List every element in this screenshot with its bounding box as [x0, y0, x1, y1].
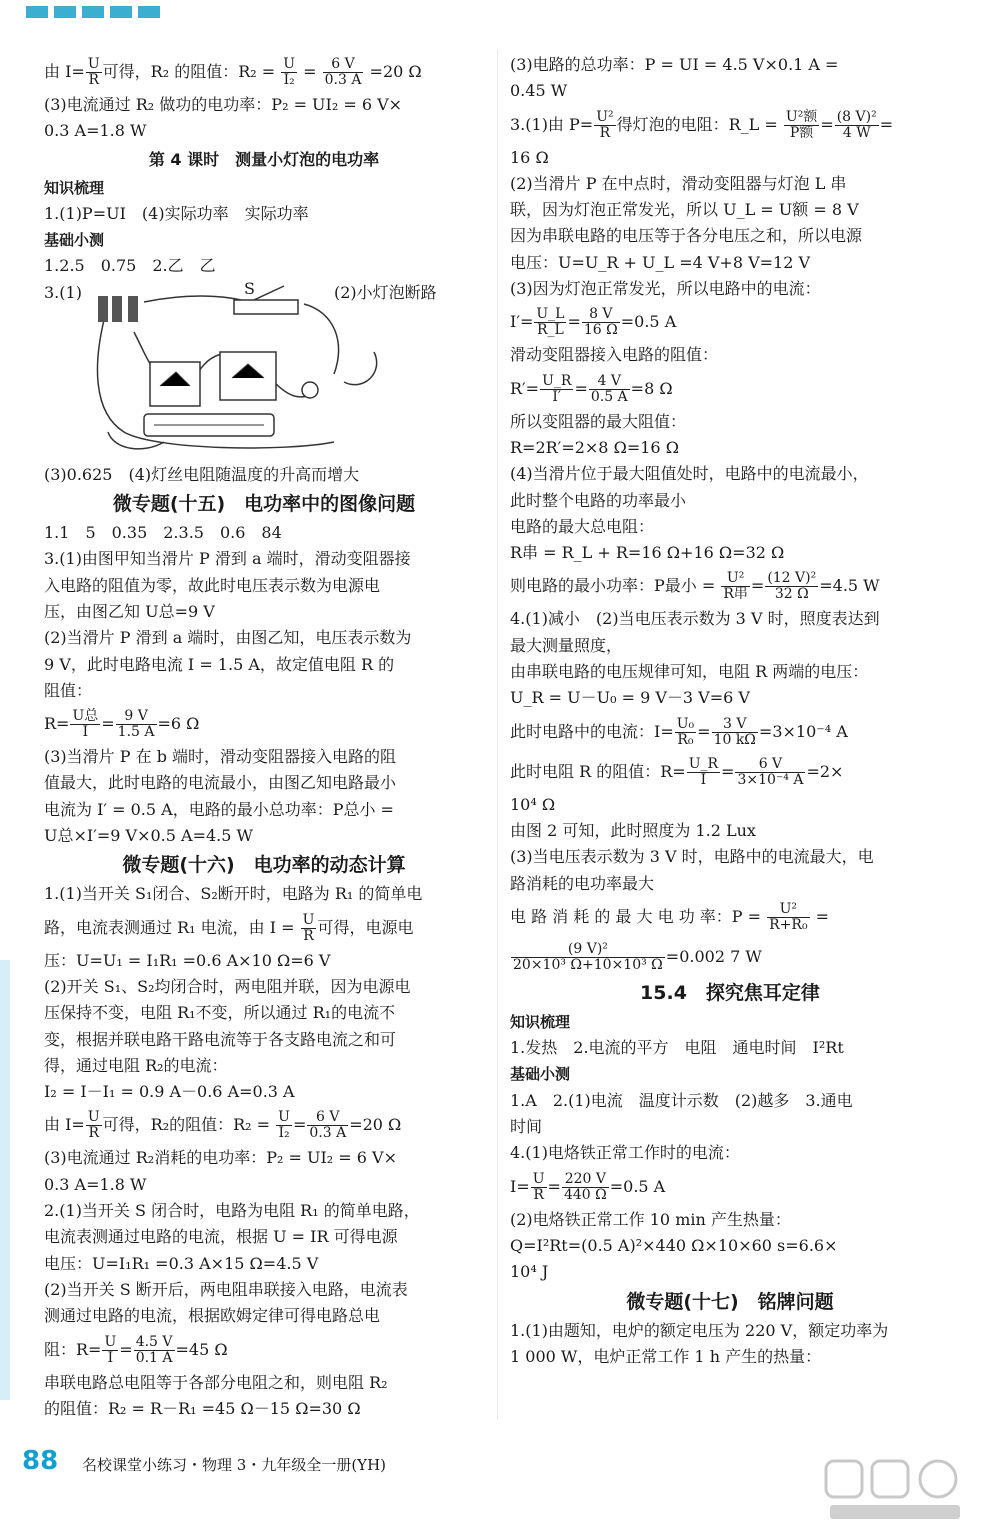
- formula-text: I′=: [510, 312, 534, 332]
- fraction: [531, 1172, 547, 1203]
- numerator: 9 V: [116, 709, 157, 725]
- section-heading: 微专题(十五) 电功率中的图像问题: [112, 493, 416, 516]
- text-line: 由图 2 可知，此时照度为 1.2 Lux: [510, 820, 756, 840]
- text-line: 10⁴ J: [510, 1262, 549, 1282]
- denominator: 10 kΩ: [713, 731, 756, 748]
- text-line: 0.45 W: [510, 81, 568, 101]
- formula-text: 电 路 消 耗 的 最 大 电 功 率：P =: [510, 906, 767, 926]
- side-tab: [0, 960, 10, 1400]
- numerator: U: [87, 1109, 100, 1126]
- fraction: [323, 57, 364, 88]
- formula-text: =4.5 W: [819, 576, 880, 596]
- formula-text: 3.(1)由 P=: [510, 114, 594, 134]
- text-line: 4.(1)减小 (2)当电压表示数为 3 V 时，照度表达到: [510, 609, 880, 629]
- text-line: (3)0.625 (4)灯丝电阻随温度的升高而增大: [44, 464, 360, 484]
- numerator: 220 V: [562, 1172, 609, 1188]
- denominator: R: [88, 1125, 99, 1142]
- numerator: U: [104, 1333, 117, 1350]
- denominator: 32 Ω: [774, 586, 809, 603]
- text-line: 3.(1)由图甲知当滑片 P 滑到 a 端时，滑动变阻器接: [44, 549, 411, 569]
- fraction: [301, 913, 317, 944]
- fraction: [589, 374, 630, 405]
- fraction: [70, 709, 100, 740]
- denominator: R₀: [677, 731, 694, 748]
- text-line: 最大测量照度，: [510, 635, 623, 655]
- fraction: [134, 1335, 175, 1366]
- formula-text: 路，电流表测通过 R₁ 电流，由 I =: [44, 917, 300, 937]
- text-line: (3)电流通过 R₂ 做功的电功率：P₂ = UI₂ = 6 V×: [44, 95, 403, 114]
- numerator: 6 V: [735, 757, 805, 773]
- formula-line: [44, 52, 484, 92]
- formula-text: =8 Ω: [630, 378, 673, 398]
- formula-text: =: [101, 714, 115, 734]
- text-line: (3)因为灯泡正常发光，所以电路中的电流：: [510, 279, 821, 299]
- text-line: 1.1 5 0.35 2.3.5 0.6 84: [44, 523, 282, 543]
- text-line: (3)当滑片 P 在 b 端时，滑动变阻器接入电路的阻: [44, 747, 397, 767]
- text-line: 路消耗的电功率最大: [510, 873, 655, 893]
- text-line: 1.(1)当开关 S₁闭合、S₂断开时，电路为 R₁ 的简单电: [44, 884, 423, 904]
- formula-text: =6 Ω: [157, 714, 200, 734]
- text-line: 所以变阻器的最大阻值：: [510, 411, 687, 431]
- numerator: U: [87, 56, 100, 72]
- circuit-diagram: [44, 278, 444, 462]
- numerator: 6 V: [323, 57, 364, 73]
- numerator: 4 V: [589, 374, 630, 390]
- book-title: 名校课堂小练习・物理 3・九年级全一册(YH): [82, 1456, 387, 1474]
- text-line: (3)电流通过 R₂消耗的电功率：P₂ = UI₂ = 6 V×: [44, 1148, 397, 1168]
- numerator: (9 V)²: [511, 942, 665, 958]
- formula-text: 阻：R=: [44, 1339, 102, 1359]
- denominator: P额: [789, 124, 814, 141]
- numerator: 3 V: [712, 717, 758, 733]
- text-line: U_R = U－U₀ = 9 V－3 V=6 V: [510, 688, 750, 708]
- formula-text: =: [298, 62, 322, 81]
- text-line: (2)当滑片 P 滑到 a 端时，由图乙知，电压表示数为: [44, 628, 412, 648]
- formula-text: =: [810, 906, 830, 926]
- numerator: U_R: [542, 372, 572, 389]
- formula-line: [510, 105, 950, 145]
- denominator: 4 W: [842, 124, 871, 141]
- numerator: U²: [721, 571, 750, 587]
- text-line: 阻值：: [44, 680, 93, 700]
- denominator: I: [700, 771, 707, 788]
- formula-text: 此时电阻 R 的阻值：R=: [510, 761, 686, 781]
- numerator: U_R: [688, 755, 719, 772]
- formula-line: [44, 1105, 484, 1145]
- numerator: 8 V: [582, 307, 620, 323]
- fraction: [767, 902, 809, 933]
- text-line: 1.发热 2.电流的平方 电阻 通电时间 I²Rt: [510, 1038, 844, 1058]
- fraction: [540, 374, 573, 405]
- numerator: 4.5 V: [135, 1333, 173, 1350]
- page-number: 88: [22, 1446, 59, 1476]
- fraction: [102, 1335, 118, 1366]
- fraction: [307, 1110, 348, 1141]
- text-line: R串 = R_L + R=16 Ω+16 Ω=32 Ω: [510, 543, 785, 563]
- formula-line: [510, 302, 950, 342]
- section-heading: 15.4 探究焦耳定律: [640, 981, 820, 1004]
- text-line: 得，通过电阻 R₂的电流：: [44, 1055, 228, 1075]
- denominator: 0.3 A: [309, 1125, 347, 1142]
- formula-line: [510, 712, 950, 752]
- denominator: 16 Ω: [583, 322, 618, 339]
- formula-text: 可得，电源电: [317, 917, 414, 937]
- text-line: 电流为 I′ = 0.5 A，电路的最小总功率：P总小 =: [44, 799, 394, 819]
- text-line: 1 000 W，电炉正常工作 1 h 产生的热量：: [510, 1346, 822, 1366]
- formula-text: =3×10⁻⁴ A: [758, 721, 848, 741]
- fraction: [276, 1110, 292, 1141]
- text-line: 0.3 A=1.8 W: [44, 121, 147, 141]
- denominator: R_L: [536, 322, 564, 339]
- fraction: [687, 757, 720, 788]
- denominator: R+R₀: [769, 916, 808, 933]
- formula-text: 则电路的最小功率：P最小 =: [510, 576, 721, 596]
- text-line: (2)电烙铁正常工作 10 min 产生热量：: [510, 1209, 791, 1229]
- text-line: 因为串联电路的电压等于各分电压之和，所以电源: [510, 226, 863, 246]
- fraction: [116, 709, 157, 740]
- subsection-label: 基础小测: [44, 231, 105, 250]
- formula-text: =: [721, 761, 735, 781]
- text-line: 滑动变阻器接入电路的阻值：: [510, 345, 719, 365]
- section-heading: 微专题(十六) 电功率的动态计算: [122, 854, 406, 877]
- text-line: 变，根据并联电路干路电流等于各支路电流之和可: [44, 1029, 397, 1049]
- formula-text: R′=: [510, 378, 540, 398]
- text-line: 电压：U=I₁R₁ =0.3 A×15 Ω=4.5 V: [44, 1253, 319, 1273]
- switch-label: S: [244, 278, 255, 298]
- fraction: [784, 110, 819, 141]
- numerator: (8 V)²: [836, 108, 877, 125]
- formula-text: 此时电路中的电流：I=: [510, 721, 674, 741]
- text-line: (3)电路的总功率：P = UI = 4.5 V×0.1 A =: [510, 55, 839, 74]
- fraction: [712, 717, 758, 748]
- text-line: 联，因为灯泡正常发光，所以 U_L = U额 = 8 V: [510, 200, 859, 220]
- formula-text: =: [820, 114, 834, 134]
- text-line: (2)开关 S₁、S₂均闭合时，两电阻并联，因为电源电: [44, 976, 411, 996]
- formula-text: I=: [510, 1176, 530, 1196]
- section-heading: 第 4 课时 测量小灯泡的电功率: [148, 149, 380, 169]
- fraction: [765, 571, 818, 602]
- right-column: [510, 52, 950, 1370]
- subsection-label: 知识梳理: [44, 178, 105, 197]
- text-line: 1.2.5 0.75 2.乙 乙: [44, 256, 216, 276]
- text-line: 的阻值：R₂ = R－R₁ =45 Ω－15 Ω=30 Ω: [44, 1398, 361, 1418]
- formula-line: [44, 704, 484, 744]
- numerator: U²: [767, 902, 809, 918]
- denominator: R: [88, 72, 99, 88]
- text-line: 入电路的阻值为零，故此时电压表示数为电源电: [44, 575, 381, 595]
- text-line: 1.(1)P=UI (4)实际功率 实际功率: [44, 203, 309, 223]
- formula-text: =: [292, 1115, 307, 1135]
- fraction: [511, 942, 665, 973]
- denominator: R: [533, 1186, 544, 1203]
- text-line: 电路的最大总电阻：: [510, 516, 655, 536]
- text-line: Q=I²Rt=(0.5 A)²×440 Ω×10×60 s=6.6×: [510, 1235, 838, 1255]
- formula-text: 得灯泡的电阻：R_L =: [616, 114, 783, 134]
- fraction: [534, 307, 566, 338]
- denominator: 440 Ω: [563, 1186, 607, 1203]
- denominator: I: [82, 724, 89, 741]
- formula-text: 由 I=: [44, 1115, 85, 1135]
- denominator: I₂: [283, 72, 295, 88]
- denominator: R: [303, 927, 314, 944]
- fraction: [594, 110, 615, 141]
- fraction: [582, 307, 620, 338]
- numerator: U²额: [785, 108, 818, 125]
- formula-text: =: [547, 1176, 561, 1196]
- formula-line: [510, 566, 950, 606]
- denominator: I₂: [278, 1125, 290, 1142]
- header-decoration: [0, 0, 180, 22]
- text-line: 电压：U=U_R + U_L =4 V+8 V=12 V: [510, 252, 811, 272]
- numerator: U: [283, 56, 296, 72]
- formula-text: =: [879, 114, 894, 134]
- denominator: R: [599, 124, 611, 141]
- denominator: R串: [723, 586, 748, 603]
- question-label: 3.(1): [44, 282, 82, 302]
- fraction: [86, 1110, 102, 1141]
- formula-line: [510, 1167, 950, 1207]
- numerator: (12 V)²: [767, 570, 817, 587]
- numerator: U: [302, 911, 315, 928]
- formula-text: =0.002 7 W: [665, 946, 762, 966]
- denominator: 0.1 A: [135, 1349, 173, 1366]
- denominator: 0.3 A: [324, 72, 362, 88]
- text-line: 4.(1)电烙铁正常工作时的电流：: [510, 1143, 740, 1163]
- denominator: 3×10⁻⁴ A: [737, 771, 804, 788]
- text-line: 压，由图乙知 U总=9 V: [44, 601, 215, 621]
- formula-text: =20 Ω: [349, 1115, 402, 1135]
- formula-line: [510, 369, 950, 409]
- text-line: 由串联电路的电压规律可知，电阻 R 两端的电压：: [510, 662, 869, 682]
- formula-text: =2×: [806, 761, 844, 781]
- text-line: 1.(1)由题知，电炉的额定电压为 220 V，额定功率为: [510, 1320, 889, 1340]
- formula-text: R=: [44, 714, 70, 734]
- formula-text: =: [119, 1339, 133, 1359]
- watermark-logo-icon: [820, 1455, 970, 1525]
- formula-text: =20 Ω: [364, 62, 422, 81]
- denominator: 0.5 A: [590, 388, 628, 405]
- text-line: 电流表测通过电路的电流，根据 U = IR 可得电源: [44, 1227, 398, 1247]
- text-line: 2.(1)当开关 S 闭合时，电路为电阻 R₁ 的简单电路，: [44, 1201, 420, 1221]
- formula-text: =0.5 A: [620, 312, 677, 332]
- denominator: 1.5 A: [117, 724, 155, 741]
- formula-text: 可得，R₂ 的阻值：R₂ =: [102, 62, 281, 81]
- text-line: 0.3 A=1.8 W: [44, 1174, 147, 1194]
- text-line: (3)当电压表示数为 3 V 时，电路中的电流最大，电: [510, 847, 874, 867]
- formula-text: =: [567, 312, 581, 332]
- formula-line: [510, 937, 950, 977]
- numerator: U总: [72, 708, 99, 725]
- text-line: 测通过电路的电流，根据欧姆定律可得电路总电: [44, 1306, 381, 1326]
- formula-text: =: [750, 576, 765, 596]
- formula-text: =: [574, 378, 588, 398]
- denominator: 20×10³ Ω+10×10³ Ω: [513, 956, 663, 973]
- numerator: U₀: [676, 715, 695, 732]
- answer-note: (2)小灯泡断路: [334, 282, 437, 302]
- fraction: [735, 757, 805, 788]
- subsection-label: 知识梳理: [510, 1012, 571, 1031]
- text-line: 9 V，此时电路电流 I = 1.5 A，故定值电阻 R 的: [44, 654, 395, 674]
- text-line: 压保持不变，电阻 R₁不变，所以通过 R₁的电流不: [44, 1003, 396, 1023]
- text-line: 串联电路总电阻等于各部分电阻之和，则电阻 R₂: [44, 1372, 388, 1392]
- text-line: 压：U=U₁ = I₁R₁ =0.6 A×10 Ω=6 V: [44, 950, 331, 970]
- text-line: 此时整个电路的功率最小: [510, 490, 687, 510]
- formula-line: [44, 1330, 484, 1370]
- footer: [22, 1446, 722, 1480]
- text-line: R=2R′=2×8 Ω=16 Ω: [510, 437, 679, 457]
- numerator: U²: [596, 108, 614, 125]
- numerator: U_L: [536, 306, 565, 323]
- text-line: 10⁴ Ω: [510, 794, 556, 814]
- column-divider: [497, 50, 498, 1420]
- numerator: 6 V: [307, 1110, 348, 1126]
- numerator: U: [532, 1170, 545, 1187]
- circuit-drawing-icon: [84, 282, 444, 462]
- text-line: 时间: [510, 1117, 543, 1137]
- section-heading: 微专题(十七) 铭牌问题: [626, 1290, 834, 1313]
- fraction: [281, 57, 297, 88]
- text-line: 1.A 2.(1)电流 温度计示数 (2)越多 3.通电: [510, 1090, 853, 1110]
- text-line: (2)当开关 S 断开后，两电阻串联接入电路，电流表: [44, 1279, 408, 1299]
- formula-line: [510, 897, 950, 937]
- formula-text: =: [697, 721, 711, 741]
- formula-text: 由 I=: [44, 62, 85, 81]
- fraction: [562, 1172, 609, 1203]
- formula-text: =0.5 A: [609, 1176, 666, 1196]
- formula-text: 可得，R₂的阻值：R₂ =: [102, 1115, 276, 1135]
- denominator: I′: [552, 388, 562, 405]
- text-line: 16 Ω: [510, 147, 549, 167]
- fraction: [675, 717, 696, 748]
- text-line: I₂ = I－I₁ = 0.9 A－0.6 A=0.3 A: [44, 1082, 295, 1102]
- denominator: I: [107, 1349, 114, 1366]
- text-line: U总×I′=9 V×0.5 A=4.5 W: [44, 826, 253, 846]
- text-line: (4)当滑片位于最大阻值处时，电路中的电流最小，: [510, 464, 869, 484]
- fraction: [721, 571, 750, 602]
- formula-line: [44, 908, 484, 948]
- formula-line: [510, 752, 950, 792]
- text-line: (2)当滑片 P 在中点时，滑动变阻器与灯泡 L 串: [510, 173, 847, 193]
- left-column: [44, 52, 484, 1422]
- subsection-label: 基础小测: [510, 1065, 571, 1084]
- formula-text: =45 Ω: [175, 1339, 228, 1359]
- text-line: 值最大，此时电路的电流最小，由图乙知电路最小: [44, 773, 397, 793]
- fraction: [835, 110, 879, 141]
- fraction: [86, 57, 102, 88]
- numerator: U: [278, 1109, 290, 1126]
